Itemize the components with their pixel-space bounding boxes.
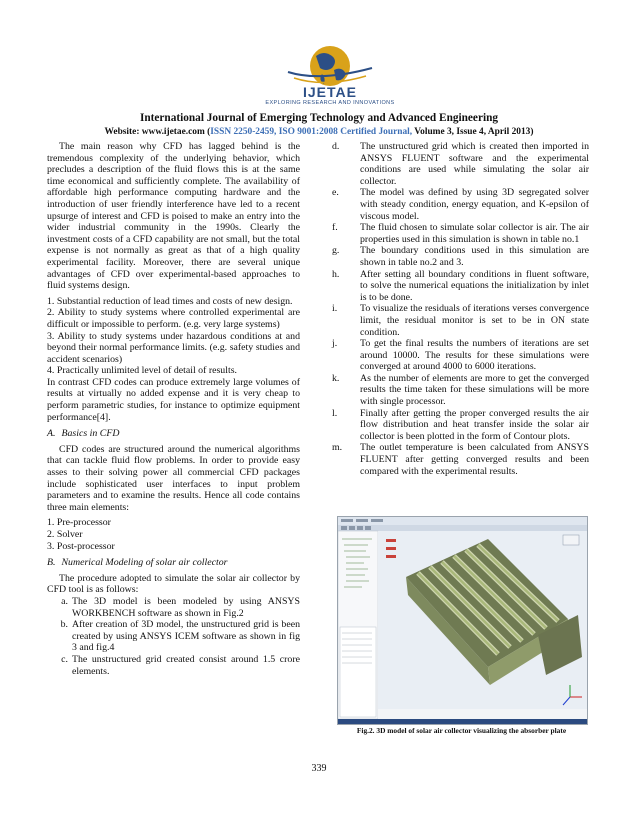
list-item-label: h. [332, 268, 340, 280]
logo-tagline: EXPLORING RESEARCH AND INNOVATIONS [265, 100, 395, 106]
list-item [332, 141, 589, 187]
list-item-text: After setting all boundary conditions in fluent software, to solve the numerical equations the initialization by inlet is to be done. [360, 268, 589, 303]
list-item-text: The model was defined by using 3D segregated solver with steady condition, energy equation, and K-epsilon of viscous model. [360, 187, 589, 222]
list-item [332, 338, 589, 373]
list-item [332, 303, 589, 338]
journal-issn: ISSN 2250-2459, ISO 9001:2008 Certified Journal, [210, 127, 413, 137]
list-item-text: The 3D model is been modeled by using ANSYS WORKBENCH software as shown in Fig.2 [72, 595, 300, 619]
list-item [47, 619, 300, 654]
element-2: 2. Solver [47, 529, 83, 540]
section-heading-b [47, 557, 300, 569]
section-a-number: A. [47, 428, 56, 440]
intro-paragraph: The main reason why CFD has lagged behind is the tremendous complexity of the underlying behavior, which precludes a description of the fluid flows this is at the same time economical and sufficiently complete. The availability of affordable high performance computing hardware and the introduction of user friendly interference have led to a recent upsurge of interest and CFD is poised to make an entry into the wider industrial community in the 1990s. Clearly the investment costs of a CFD capability are not small, but the total expense is not normally as great as that of a high quality experimental facility. Moreover, there are several unique advantages of CFD over experimental-based approaches to fluid systems design. [47, 141, 300, 292]
svg-text:IJETAE: IJETAE [303, 84, 357, 100]
list-item-label: c. [61, 653, 68, 665]
list-item [47, 596, 300, 619]
list-item [332, 222, 589, 245]
list-item-text: After creation of 3D model, the unstructured grid is been created by using ANSYS ICEM software as shown in fig 3 and fig.4 [72, 619, 300, 654]
basics-paragraph: CFD codes are structured around the numerical algorithms that can tackle fluid flow problems. In order to provide easy asses to their solving power all commercial CFD packages include sophisticated user interfaces to input problem parameters and to examine the results. Hence all code contains three main elements: [47, 443, 300, 513]
page-number: 339 [311, 763, 327, 774]
section-a-title: Basics in CFD [61, 428, 120, 440]
section-b-title: Numerical Modeling of solar air collector [61, 557, 228, 569]
list-item [332, 187, 589, 222]
procedure-steps-left [47, 596, 300, 677]
list-item-text: The fluid chosen to simulate solar collector is air. The air properties used in this simulation is shown in table no.1 [360, 222, 589, 245]
figure-caption: Fig.2. 3D model of solar air collector visualizing the absorber plate [356, 726, 567, 735]
list-item-text: The outlet temperature is been calculated from ANSYS FLUENT after getting converged results and been compared with the experimental results. [360, 442, 589, 477]
list-item [332, 245, 589, 268]
list-item-text: The unstructured grid which is created then imported in ANSYS FLUENT software and the experimental conditions are used while simulating the solar air collector. [360, 141, 589, 187]
list-item-text: The unstructured grid created consist around 1.5 crore elements. [72, 653, 300, 677]
list-item-text: As the number of elements are more to get the converged results the time taken for these simulations will be more with single processor. [360, 372, 589, 408]
list-item-label: a. [61, 595, 68, 607]
element-3: 3. Post-processor [47, 540, 115, 552]
list-item [47, 654, 300, 677]
contrast-paragraph: In contrast CFD codes can produce extremely large volumes of results at virtually no added expense and it is very cheap to perform parametric studies, for instance to optimize equipment performance[4]. [47, 376, 300, 423]
list-item-label: b. [60, 619, 68, 631]
advantage-1: 1. Substantial reduction of lead times and costs of new design. [47, 295, 293, 307]
list-item-label: k. [332, 372, 340, 384]
advantage-4: 4. Practically unlimited level of detail of results. [47, 365, 237, 377]
list-item-label: d. [332, 141, 340, 152]
list-item [332, 373, 589, 408]
list-item-label: m. [332, 442, 343, 454]
list-item-label: g. [332, 245, 340, 257]
right-column [332, 141, 589, 477]
list-item-text: The boundary conditions used in this simulation are shown in table no.2 and 3. [360, 245, 589, 268]
figure-3d-model [337, 516, 588, 725]
journal-website: Website: www.ijetae.com ( [104, 127, 211, 137]
list-item-text: To get the final results the numbers of iterations are set around 10000. The results for these simulations were converged at around 4000 to 6000 iterations. [360, 338, 589, 373]
procedure-paragraph: The procedure adopted to simulate the solar air collector by CFD tool is as follows: [47, 572, 300, 596]
element-1: 1. Pre-processor [47, 517, 111, 529]
list-item-text: To visualize the residuals of iterations verses convergence limit, the residual monitor is set to be in ON state condition. [360, 303, 589, 338]
list-item-text: Finally after getting the proper converged results the air flow distribution and heat transfer inside the solar air collector is been plotted in the form of Contour plots. [360, 407, 589, 442]
journal-title: International Journal of Emerging Technology and Advanced Engineering [139, 112, 499, 124]
list-item-label: j. [332, 338, 338, 350]
left-column [47, 141, 300, 677]
journal-subtitle [0, 127, 638, 137]
list-item-label: f. [332, 222, 338, 234]
advantage-2: 2. Ability to study systems where controlled experimental are difficult or impossible to perform. (e.g. very large systems) [47, 307, 300, 330]
journal-volume: Volume 3, Issue 4, April 2013) [412, 127, 534, 137]
list-item-label: i. [332, 303, 338, 315]
list-item [332, 269, 589, 304]
list-item [332, 408, 589, 443]
list-item [332, 442, 589, 477]
advantage-3: 3. Ability to study systems under hazardous conditions at and beyond their normal performance limits. (e.g. safety studies and accident scenarios) [47, 330, 300, 365]
list-item-label: e. [332, 187, 339, 199]
journal-logo [280, 42, 380, 104]
section-heading-a [47, 428, 300, 440]
section-b-number: B. [47, 557, 56, 569]
list-item-label: l. [332, 407, 338, 419]
